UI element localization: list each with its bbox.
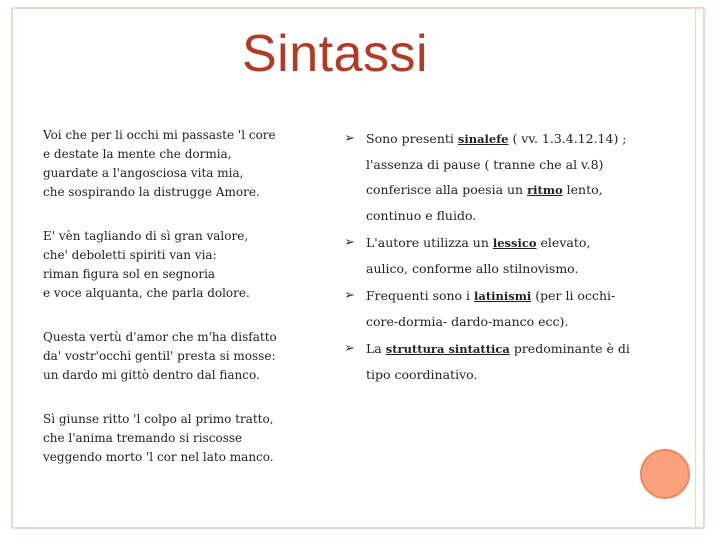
poem-line: un dardo mi gittò dentro dal fianco. <box>43 368 260 382</box>
poem-stanza <box>43 328 323 385</box>
poem-line: che sospirando la distrugge Amore. <box>43 185 260 199</box>
analysis-bullets <box>344 126 634 389</box>
poem-line: e voce alquanta, che parla dolore. <box>43 286 250 300</box>
bullet-item <box>344 283 634 334</box>
poem-line: che' deboletti spiriti van via: <box>43 248 217 262</box>
bullet-text: La <box>366 341 386 356</box>
bullet-text: ( vv. 1.3.4.12.14) ; l'assenza di pause ( tranne che al v.8) conferisce alla poesia un <box>366 131 627 197</box>
poem-line: Voi che per li occhi mi passaste 'l core <box>43 128 276 142</box>
bullet-item <box>344 336 634 387</box>
poem-line: riman figura sol en segnoria <box>43 267 216 281</box>
slide-title: Sintassi <box>241 25 429 83</box>
bullet-item <box>344 126 634 228</box>
poem-column <box>43 126 323 492</box>
poem-line: e destate la mente che dormia, <box>43 147 232 161</box>
keyword: ritmo <box>527 183 563 197</box>
arrow-bullet-icon: ➢ <box>344 131 355 146</box>
keyword: struttura sintattica <box>385 342 510 356</box>
bullet-text: Frequenti sono i <box>366 288 475 303</box>
poem-line: che l'anima tremando si riscosse <box>43 431 243 445</box>
poem-stanza <box>43 227 323 303</box>
poem-line: da' vostr'occhi gentil' presta si mosse: <box>43 349 276 363</box>
poem-stanza <box>43 126 323 202</box>
bullet-text: L'autore utilizza un <box>366 235 493 250</box>
bullet-text: elevato, aulico, conforme allo stilnovismo. <box>366 235 591 276</box>
poem-line: Questa vertù d'amor che m'ha disfatto <box>43 330 277 344</box>
bullet-text: (per li occhi-core-dormia- dardo-manco ecc). <box>366 288 616 329</box>
poem-line: guardate a l'angosciosa vita mia, <box>43 166 244 180</box>
frame-right-border <box>695 7 706 527</box>
poem-line: Sì giunse ritto 'l colpo al primo tratto, <box>43 412 274 426</box>
poem-line: E' vèn tagliando di sì gran valore, <box>43 229 249 243</box>
decorative-circle <box>640 449 690 499</box>
keyword: sinalefe <box>457 132 509 146</box>
keyword: latinismi <box>474 289 532 303</box>
bullet-text: Sono presenti <box>366 131 458 146</box>
arrow-bullet-icon: ➢ <box>344 341 355 356</box>
bullet-text: lento, continuo e fluido. <box>366 182 603 223</box>
poem-stanza <box>43 410 323 467</box>
keyword: lessico <box>492 236 537 250</box>
arrow-bullet-icon: ➢ <box>344 288 355 303</box>
poem-line: veggendo morto 'l cor nel lato manco. <box>43 450 274 464</box>
bullet-item <box>344 230 634 281</box>
arrow-bullet-icon: ➢ <box>344 235 355 250</box>
bullet-text: predominante è di tipo coordinativo. <box>366 341 630 382</box>
